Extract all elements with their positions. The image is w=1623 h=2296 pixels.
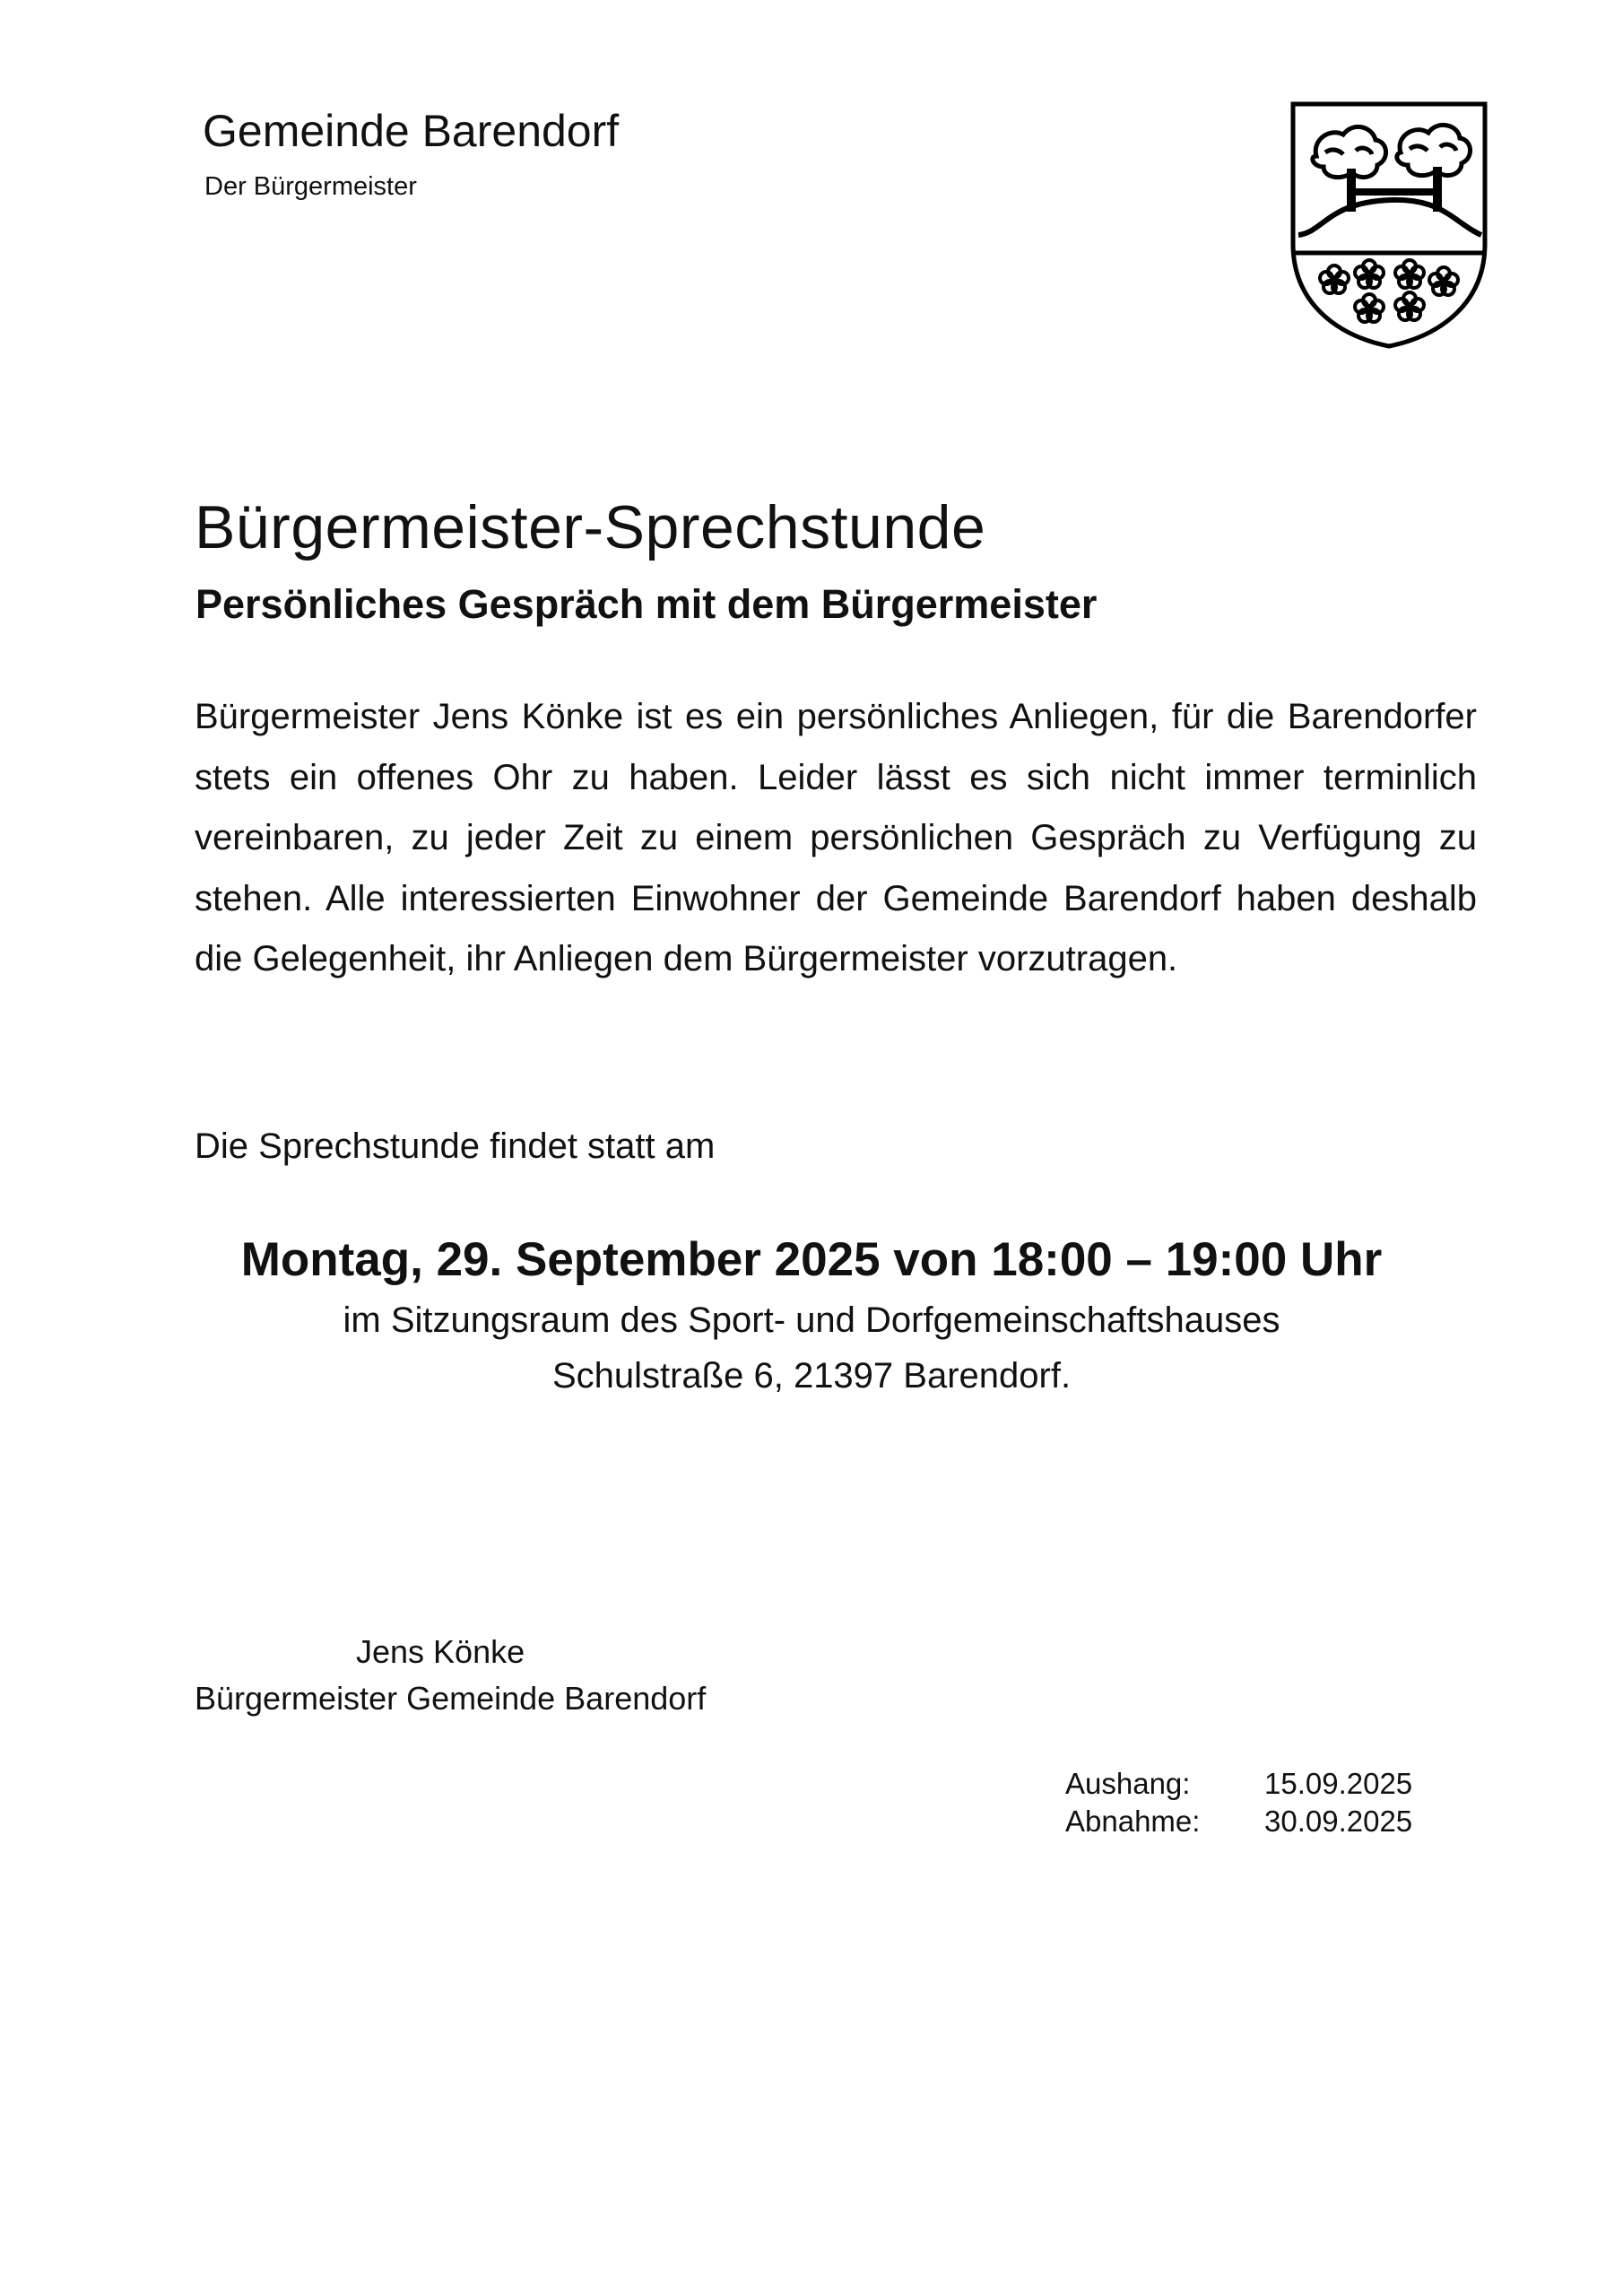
event-address: Schulstraße 6, 21397 Barendorf. xyxy=(551,1356,1072,1396)
posted-date: 15.09.2025 xyxy=(1264,1767,1413,1800)
signature-name: Jens Könke xyxy=(356,1633,525,1670)
removed-label: Abnahme: xyxy=(1065,1805,1201,1838)
event-date: Montag, 29. September 2025 von 18:00 – 19:00 Uhr xyxy=(240,1233,1383,1286)
page-title: Bürgermeister-Sprechstunde xyxy=(195,493,986,561)
page-subtitle: Persönliches Gespräch mit dem Bürgermeister xyxy=(195,581,1098,627)
posting-dates xyxy=(1065,1765,1412,1840)
posted-label: Aushang: xyxy=(1065,1767,1191,1800)
event-location: im Sitzungsraum des Sport- und Dorfgemeinschaftshauses xyxy=(343,1300,1280,1340)
organization-name: Gemeinde Barendorf xyxy=(203,106,620,156)
removed-date: 30.09.2025 xyxy=(1264,1805,1413,1838)
intro-text: Die Sprechstunde findet statt am xyxy=(195,1126,716,1166)
body-paragraph: Bürgermeister Jens Könke ist es ein persönliches Anliegen, für die Barendorfer stets ein offenes Ohr zu haben. Leider lässt es sich nicht immer terminlich vereinbaren, zu jeder Zeit zu einem persönlichen Gespräch zu Verfügung zu stehen. Alle interessierten Einwohner der Gemeinde Barendorf haben deshalb die Gelegenheit, ihr Anliegen dem Bürgermeister vorzutragen. xyxy=(195,697,1477,978)
removed-row xyxy=(1065,1803,1412,1840)
signature-title: Bürgermeister Gemeinde Barendorf xyxy=(195,1680,707,1717)
posted-row xyxy=(1065,1765,1412,1803)
coat-of-arms-icon xyxy=(1289,100,1488,350)
department-name: Der Bürgermeister xyxy=(204,172,417,201)
